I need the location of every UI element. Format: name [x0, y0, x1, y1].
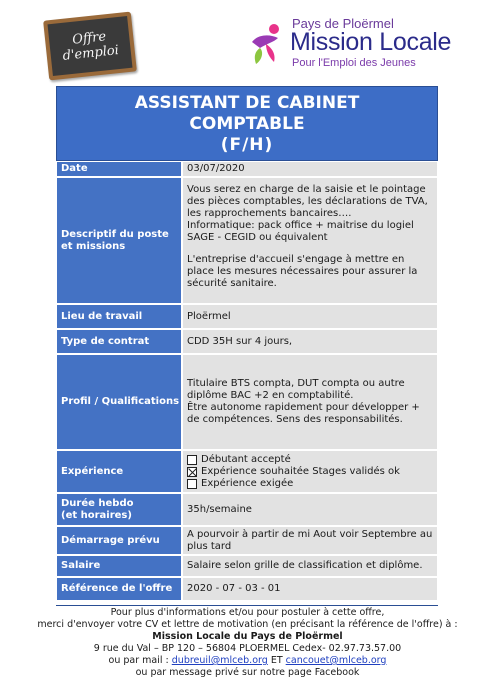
label-duree-line2: (et horaires) [61, 509, 132, 521]
footer-line2: merci d'envoyer votre CV et lettre de motivation (en précisant la référence de l'offre) à : [37, 619, 458, 630]
badge-line2: d'emploi [61, 43, 120, 64]
value-salaire: Salaire selon grille de classification et diplôme. [182, 555, 438, 577]
logo-figure-icon [244, 22, 288, 66]
profil-para1: Titulaire BTS compta, DUT compta ou autre diplôme BAC +2 en comptabilité. [187, 378, 405, 401]
descriptif-para2: Informatique: pack office + maitrise du logiel SAGE - CEGID ou équivalent [187, 220, 414, 243]
footer-mail-prefix: ou par mail : [108, 655, 172, 666]
row-date [56, 161, 438, 177]
row-contrat [56, 329, 438, 354]
contact-footer [20, 607, 475, 679]
footer-address: 9 rue du Val – BP 120 – 56804 PLOERMEL Cedex- 02.97.73.57.00 [93, 643, 402, 654]
row-duree [56, 493, 438, 526]
label-duree [56, 493, 182, 526]
checkbox-souhaitee[interactable] [187, 467, 197, 477]
descriptif-para1: Vous serez en charge de la saisie et le pointage des pièces comptables, les déclarations de TVA, les rapprochements bancaires…. [187, 184, 428, 219]
label-contrat: Type de contrat [56, 329, 182, 354]
footer-facebook: ou par message privé sur notre page Facebook [135, 667, 360, 678]
profil-para2: Être autonome rapidement pour développer + de compétences. Sens des responsabilités. [187, 402, 420, 425]
option-souhaitee[interactable] [187, 466, 433, 478]
option-exigee-label: Expérience exigée [201, 477, 294, 489]
value-reference: 2020 - 07 - 03 - 01 [182, 577, 438, 601]
option-debutant-label: Débutant accepté [201, 453, 291, 465]
logo-pays: Pays de Ploërmel [292, 16, 394, 31]
job-title [56, 86, 438, 161]
label-salaire: Salaire [56, 555, 182, 577]
value-profil [182, 354, 438, 450]
label-lieu: Lieu de travail [56, 304, 182, 329]
label-reference: Référence de l'offre [56, 577, 182, 601]
value-lieu: Ploërmel [182, 304, 438, 329]
logo-name: Mission Locale [290, 28, 452, 56]
option-exigee[interactable] [187, 478, 433, 490]
checkbox-exigee[interactable] [187, 479, 197, 489]
logo-subtitle: Pour l'Emploi des Jeunes [292, 57, 416, 69]
footer-divider [56, 605, 438, 606]
row-experience [56, 450, 438, 493]
label-profil: Profil / Qualifications [56, 354, 182, 450]
checkbox-debutant[interactable] [187, 455, 197, 465]
email-link-cancouet[interactable]: cancouet@mlceb.org [285, 655, 387, 666]
offre-emploi-badge [43, 12, 137, 81]
footer-organisation: Mission Locale du Pays de Ploërmel [152, 631, 343, 642]
job-title-line1: ASSISTANT DE CABINET [134, 93, 360, 113]
value-duree: 35h/semaine [182, 493, 438, 526]
descriptif-para3: L'entreprise d'accueil s'engage à mettre en place les mesures nécessaires pour assurer la sécurité sanitaire. [187, 254, 418, 289]
email-link-dubreuil[interactable]: dubreuil@mlceb.org [171, 655, 268, 666]
option-souhaitee-label: Expérience souhaitée Stages validés ok [201, 465, 400, 477]
footer-line1: Pour plus d'informations et/ou pour postuler à cette offre, [110, 607, 385, 618]
row-profil [56, 354, 438, 450]
row-descriptif [56, 177, 438, 304]
value-experience [182, 450, 438, 493]
row-reference [56, 577, 438, 601]
label-date: Date [56, 161, 182, 177]
row-lieu [56, 304, 438, 329]
value-date: 03/07/2020 [182, 161, 438, 177]
label-duree-line1: Durée hebdo [61, 497, 134, 509]
label-experience: Expérience [56, 450, 182, 493]
footer-mail-line [20, 655, 475, 667]
mission-locale-logo [244, 16, 464, 76]
label-demarrage: Démarrage prévu [56, 526, 182, 555]
job-title-line2: COMPTABLE [189, 114, 305, 134]
row-demarrage [56, 526, 438, 555]
option-debutant[interactable] [187, 454, 433, 466]
value-demarrage: A pourvoir à partir de mi Aout voir Septembre au plus tard [182, 526, 438, 555]
job-title-line3: (F/H) [220, 135, 274, 155]
label-descriptif: Descriptif du poste et missions [56, 177, 182, 304]
value-descriptif [182, 177, 438, 304]
footer-mail-join: ET [267, 655, 286, 666]
row-salaire [56, 555, 438, 577]
value-contrat: CDD 35H sur 4 jours, [182, 329, 438, 354]
badge-line1: Offre [71, 29, 107, 48]
